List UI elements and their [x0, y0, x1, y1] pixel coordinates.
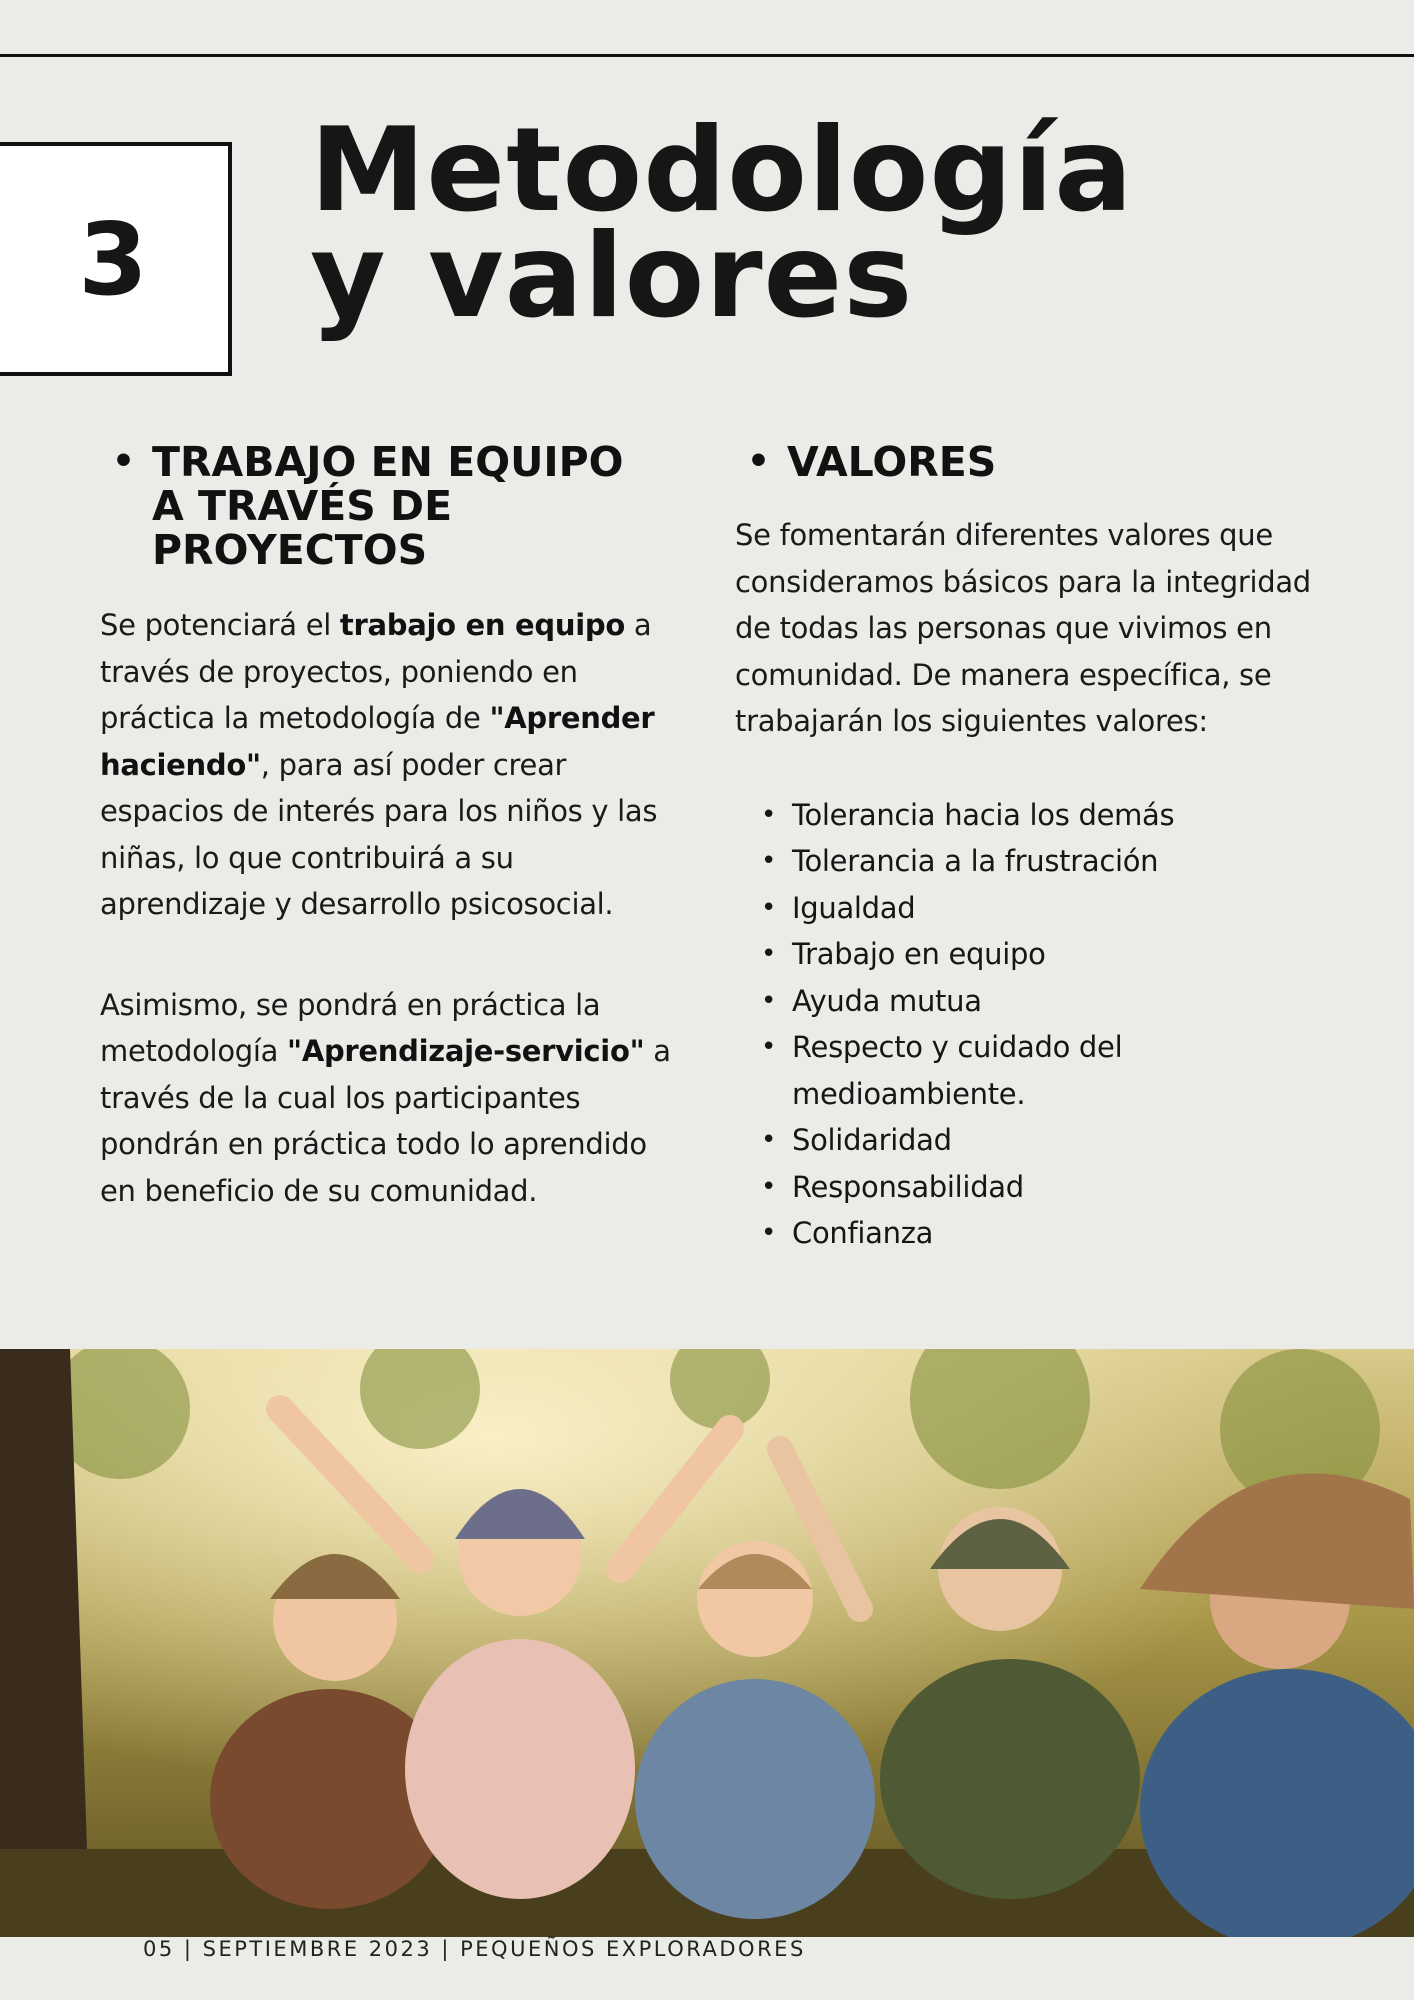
photo-illustration [0, 1349, 1414, 1937]
bullet-icon: • [761, 799, 777, 830]
list-item [735, 838, 1335, 885]
heading-line: TRABAJO EN EQUIPO [152, 438, 624, 486]
text-run: Se potenciará el [100, 608, 340, 642]
bullet-icon: • [761, 846, 777, 876]
values-heading [735, 440, 1335, 484]
bold-text: trabajo en equipo [339, 608, 625, 642]
text-run: Asimismo, se pondrá en práctica la metodología [100, 987, 601, 1068]
service-learning-paragraph [100, 982, 680, 1215]
bullet-icon: • [761, 892, 777, 923]
list-item [735, 1164, 1335, 1211]
bullet-icon: • [747, 441, 771, 482]
list-item-label: Ayuda mutua [792, 983, 982, 1018]
bullet-icon: • [112, 441, 136, 482]
heading-line: A TRAVÉS DE [152, 482, 453, 530]
list-item [735, 885, 1335, 932]
page-footer: 05 | SEPTIEMBRE 2023 | PEQUEÑOS EXPLORADORES [143, 1937, 806, 1961]
text-run: , para así poder crear espacios de interés para los niños y las niñas, lo que contribuirá a su aprendizaje y desarrollo psicosocial. [100, 747, 658, 921]
bullet-icon: • [761, 1218, 777, 1248]
teamwork-paragraph [100, 602, 680, 928]
title-line-2: y valores [310, 209, 914, 344]
list-item [735, 978, 1335, 1025]
teamwork-heading [100, 440, 680, 572]
title-line-1: Metodología [310, 103, 1134, 238]
values-intro: Se fomentarán diferentes valores que consideramos básicos para la integridad de todas las personas que vivimos en comunidad. De manera específica, se trabajarán los siguientes valores: [735, 518, 1311, 738]
bold-text: "Aprender haciendo" [100, 701, 655, 782]
list-item [735, 1117, 1335, 1164]
bullet-icon: • [761, 939, 777, 969]
list-item-label: Tolerancia hacia los demás [792, 797, 1175, 832]
children-forest-photo [0, 1349, 1414, 1937]
section-number-box [0, 142, 232, 376]
list-item-label: Solidaridad [792, 1123, 952, 1157]
bold-text: "Aprendizaje-servicio" [287, 1034, 645, 1068]
list-item-label: Responsabilidad [792, 1169, 1024, 1204]
list-item-label: Tolerancia a la frustración [792, 844, 1159, 878]
list-item [735, 792, 1335, 839]
list-item-label: Confianza [792, 1216, 934, 1250]
bullet-icon: • [761, 1032, 777, 1062]
bullet-icon: • [761, 1171, 777, 1202]
values-heading-text: VALORES [787, 438, 997, 486]
values-list [735, 792, 1335, 1257]
right-column [735, 440, 1335, 1257]
heading-line: PROYECTOS [152, 526, 428, 574]
bullet-icon: • [761, 985, 777, 1016]
left-column [100, 440, 680, 1214]
page-title [310, 103, 1134, 344]
list-item [735, 1024, 1335, 1117]
list-item-label: Trabajo en equipo [792, 937, 1046, 971]
list-item-label: Igualdad [792, 890, 916, 925]
bullet-icon: • [761, 1125, 777, 1155]
top-rule [0, 54, 1414, 57]
list-item [735, 931, 1335, 978]
section-number: 3 [78, 200, 150, 318]
text-run: a través de proyectos, poniendo en práctica la metodología de [100, 608, 652, 735]
list-item-label: Respecto y cuidado del medioambiente. [792, 1030, 1123, 1111]
text-run: a través de la cual los participantes pondrán en práctica todo lo aprendido en beneficio de su comunidad. [100, 1034, 671, 1208]
list-item [735, 1210, 1335, 1257]
